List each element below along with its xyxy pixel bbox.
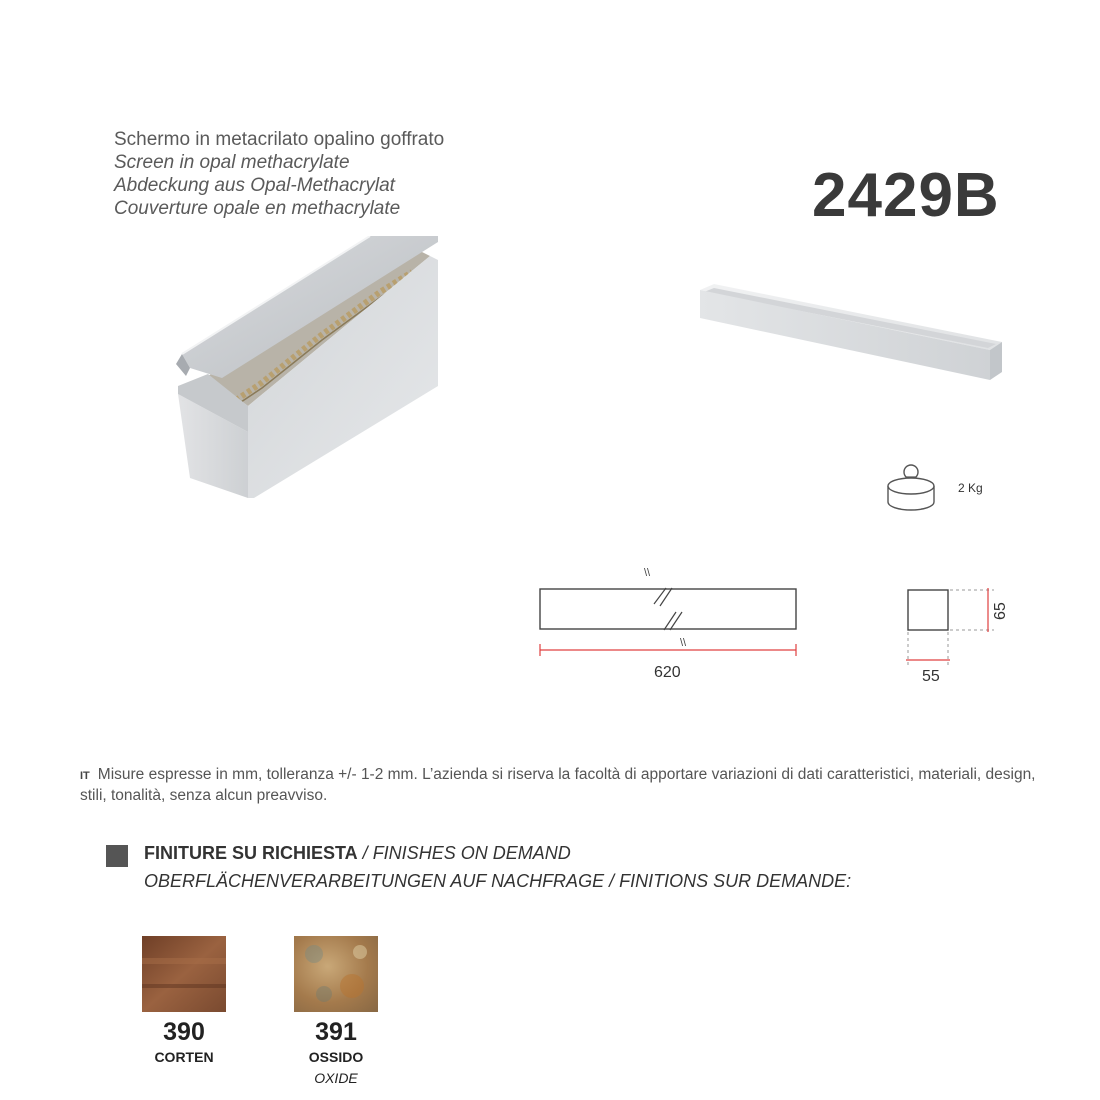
swatch-oxide xyxy=(294,936,378,1012)
swatch-corten xyxy=(142,936,226,1012)
swatch-name-oxide: OXIDE xyxy=(314,1070,358,1086)
finishes-title-it: FINITURE SU RICHIESTA xyxy=(144,843,358,863)
screen-caption-de: Abdeckung aus Opal-Methacrylat xyxy=(114,175,395,196)
length-dimension-drawing xyxy=(534,564,804,664)
finishes-title-separator: / xyxy=(357,843,373,863)
finishes-title xyxy=(144,843,571,864)
width-value: 55 xyxy=(922,668,940,685)
finishes-square-icon xyxy=(106,845,128,867)
weight-label: 2 Kg xyxy=(958,481,983,495)
screen-caption-en: Screen in opal methacrylate xyxy=(114,152,350,173)
screen-caption-fr: Couverture opale en methacrylate xyxy=(114,198,401,219)
note-language: IT xyxy=(80,770,90,782)
product-code: 2429B xyxy=(812,161,1000,230)
finishes-subtitle: OBERFLÄCHENVERARBEITUNGEN AUF NACHFRAGE / FINITIONS SUR DEMANDE: xyxy=(144,871,852,891)
section-dimension-drawing xyxy=(900,582,1010,672)
note-text: Misure espresse in mm, tolleranza +/- 1-2 mm. L’azienda si riserva la facoltà di apportare variazioni di dati caratteristici, materiali, design, stili, tonalità, senza alcun preavviso. xyxy=(80,766,1036,804)
weight-icon xyxy=(884,460,938,514)
screen-caption xyxy=(114,128,594,220)
product-image xyxy=(690,278,1010,388)
swatch-code-391: 391 xyxy=(315,1018,357,1046)
finishes-title-en: FINISHES ON DEMAND xyxy=(372,843,571,863)
profile-detail-image xyxy=(160,236,450,506)
swatch-name-corten: CORTEN xyxy=(154,1049,214,1065)
swatch-name-ossido: OSSIDO xyxy=(308,1049,364,1065)
screen-caption-it: Schermo in metacrilato opalino goffrato xyxy=(114,129,445,150)
swatch-code-390: 390 xyxy=(163,1018,205,1046)
svg-text:\\: \\ xyxy=(680,637,687,649)
disclaimer-note xyxy=(80,765,1040,805)
length-value: 620 xyxy=(654,664,681,681)
svg-text:\\: \\ xyxy=(644,567,651,579)
height-value: 65 xyxy=(992,602,1009,620)
